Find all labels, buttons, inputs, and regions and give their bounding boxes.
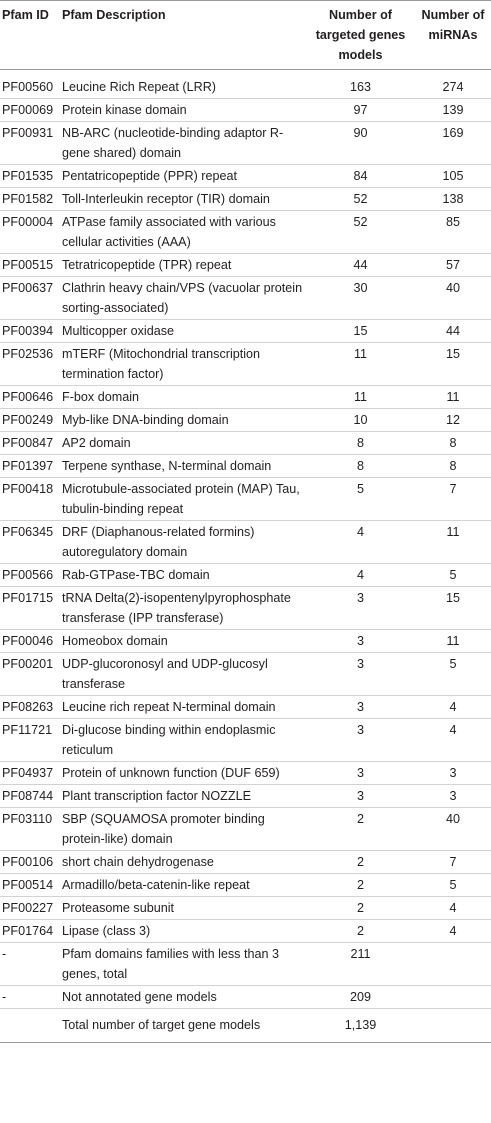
targeted-genes-cell: 4 [312, 521, 409, 564]
pfam-id-cell: PF04937 [0, 762, 62, 785]
pfam-id-cell: - [0, 943, 62, 986]
pfam-id-cell: PF00931 [0, 122, 62, 165]
pfam-description-cell: Terpene synthase, N-terminal domain [62, 455, 312, 478]
total-label: Total number of target gene models [62, 1009, 312, 1043]
mirna-count-cell: 5 [409, 874, 491, 897]
targeted-genes-cell: 3 [312, 696, 409, 719]
mirna-count-cell: 8 [409, 455, 491, 478]
pfam-id-cell: PF00847 [0, 432, 62, 455]
table-row [0, 455, 491, 478]
total-id-cell [0, 1009, 62, 1043]
pfam-description-cell: Not annotated gene models [62, 986, 312, 1009]
table-row [0, 165, 491, 188]
pfam-id-cell: PF03110 [0, 808, 62, 851]
pfam-id-cell: PF00201 [0, 653, 62, 696]
pfam-id-cell: PF01715 [0, 587, 62, 630]
pfam-description-cell: Proteasome subunit [62, 897, 312, 920]
targeted-genes-cell: 2 [312, 920, 409, 943]
table-row [0, 122, 491, 165]
pfam-id-cell: PF00560 [0, 70, 62, 99]
pfam-description-cell: mTERF (Mitochondrial transcription termination factor) [62, 343, 312, 386]
mirna-count-cell: 4 [409, 920, 491, 943]
table-row [0, 696, 491, 719]
mirna-count-cell: 11 [409, 630, 491, 653]
pfam-description-cell: NB-ARC (nucleotide-binding adaptor R-gene shared) domain [62, 122, 312, 165]
targeted-genes-cell: 3 [312, 785, 409, 808]
mirna-count-cell: 5 [409, 653, 491, 696]
mirna-count-cell: 3 [409, 762, 491, 785]
mirna-count-cell: 138 [409, 188, 491, 211]
mirna-count-cell: 11 [409, 521, 491, 564]
targeted-genes-cell: 163 [312, 70, 409, 99]
table-row [0, 386, 491, 409]
pfam-description-cell: Pentatricopeptide (PPR) repeat [62, 165, 312, 188]
pfam-id-cell: PF00249 [0, 409, 62, 432]
mirna-count-cell: 139 [409, 99, 491, 122]
pfam-description-cell: tRNA Delta(2)-isopentenylpyrophosphate transferase (IPP transferase) [62, 587, 312, 630]
pfam-description-cell: Homeobox domain [62, 630, 312, 653]
pfam-description-cell: AP2 domain [62, 432, 312, 455]
mirna-count-cell: 15 [409, 343, 491, 386]
targeted-genes-cell: 2 [312, 897, 409, 920]
table-row [0, 254, 491, 277]
pfam-id-cell: PF11721 [0, 719, 62, 762]
targeted-genes-cell: 2 [312, 874, 409, 897]
pfam-id-cell: PF01535 [0, 165, 62, 188]
mirna-count-cell: 40 [409, 808, 491, 851]
pfam-id-cell: PF00106 [0, 851, 62, 874]
targeted-genes-cell: 5 [312, 478, 409, 521]
table-row [0, 188, 491, 211]
mirna-count-cell: 85 [409, 211, 491, 254]
mirna-count-cell: 4 [409, 696, 491, 719]
targeted-genes-cell: 90 [312, 122, 409, 165]
header-pfam-id: Pfam ID [0, 1, 62, 70]
table-row [0, 70, 491, 99]
table-footer [0, 1009, 491, 1043]
pfam-id-cell: PF08263 [0, 696, 62, 719]
targeted-genes-cell: 8 [312, 432, 409, 455]
table-row [0, 211, 491, 254]
pfam-id-cell: PF02536 [0, 343, 62, 386]
pfam-id-cell: PF00566 [0, 564, 62, 587]
mirna-count-cell: 7 [409, 851, 491, 874]
total-genes-value: 1,139 [312, 1009, 409, 1043]
pfam-description-cell: Di-glucose binding within endoplasmic reticulum [62, 719, 312, 762]
mirna-count-cell: 105 [409, 165, 491, 188]
pfam-id-cell: PF08744 [0, 785, 62, 808]
mirna-count-cell: 12 [409, 409, 491, 432]
header-row [0, 1, 491, 70]
pfam-description-cell: Armadillo/beta-catenin-like repeat [62, 874, 312, 897]
pfam-description-cell: F-box domain [62, 386, 312, 409]
table-row [0, 630, 491, 653]
table-row [0, 986, 491, 1009]
pfam-id-cell: PF00637 [0, 277, 62, 320]
table-row [0, 897, 491, 920]
targeted-genes-cell: 3 [312, 719, 409, 762]
pfam-description-cell: Myb-like DNA-binding domain [62, 409, 312, 432]
table-row [0, 409, 491, 432]
pfam-description-cell: Lipase (class 3) [62, 920, 312, 943]
pfam-description-cell: Leucine Rich Repeat (LRR) [62, 70, 312, 99]
table-row [0, 653, 491, 696]
pfam-description-cell: Protein kinase domain [62, 99, 312, 122]
mirna-count-cell [409, 943, 491, 986]
pfam-id-cell: PF00004 [0, 211, 62, 254]
total-mirna-cell [409, 1009, 491, 1043]
table-row [0, 587, 491, 630]
mirna-count-cell: 274 [409, 70, 491, 99]
targeted-genes-cell: 11 [312, 343, 409, 386]
pfam-description-cell: Plant transcription factor NOZZLE [62, 785, 312, 808]
header-mirnas: Number of miRNAs [409, 1, 491, 70]
table-row [0, 920, 491, 943]
table-row [0, 478, 491, 521]
mirna-count-cell: 3 [409, 785, 491, 808]
table-row [0, 99, 491, 122]
pfam-description-cell: UDP-glucoronosyl and UDP-glucosyl transferase [62, 653, 312, 696]
targeted-genes-cell: 4 [312, 564, 409, 587]
pfam-id-cell: PF01582 [0, 188, 62, 211]
table-header [0, 1, 491, 70]
table-row [0, 943, 491, 986]
mirna-count-cell: 40 [409, 277, 491, 320]
targeted-genes-cell: 10 [312, 409, 409, 432]
pfam-description-cell: Pfam domains families with less than 3 genes, total [62, 943, 312, 986]
pfam-description-cell: Protein of unknown function (DUF 659) [62, 762, 312, 785]
mirna-count-cell [409, 986, 491, 1009]
targeted-genes-cell: 44 [312, 254, 409, 277]
table-row [0, 719, 491, 762]
pfam-description-cell: short chain dehydrogenase [62, 851, 312, 874]
mirna-count-cell: 11 [409, 386, 491, 409]
pfam-id-cell: PF00046 [0, 630, 62, 653]
table-row [0, 343, 491, 386]
targeted-genes-cell: 52 [312, 188, 409, 211]
pfam-description-cell: DRF (Diaphanous-related formins) autoregulatory domain [62, 521, 312, 564]
targeted-genes-cell: 15 [312, 320, 409, 343]
table-row [0, 564, 491, 587]
table-row [0, 851, 491, 874]
pfam-id-cell: PF00514 [0, 874, 62, 897]
pfam-description-cell: Multicopper oxidase [62, 320, 312, 343]
table-row [0, 785, 491, 808]
total-row [0, 1009, 491, 1043]
mirna-count-cell: 44 [409, 320, 491, 343]
pfam-description-cell: Toll-Interleukin receptor (TIR) domain [62, 188, 312, 211]
targeted-genes-cell: 2 [312, 851, 409, 874]
table-row [0, 874, 491, 897]
table-row [0, 521, 491, 564]
mirna-count-cell: 4 [409, 719, 491, 762]
pfam-id-cell: PF00418 [0, 478, 62, 521]
mirna-count-cell: 5 [409, 564, 491, 587]
targeted-genes-cell: 3 [312, 762, 409, 785]
targeted-genes-cell: 52 [312, 211, 409, 254]
targeted-genes-cell: 211 [312, 943, 409, 986]
targeted-genes-cell: 11 [312, 386, 409, 409]
targeted-genes-cell: 209 [312, 986, 409, 1009]
pfam-id-cell: PF00515 [0, 254, 62, 277]
mirna-count-cell: 57 [409, 254, 491, 277]
pfam-id-cell: PF01397 [0, 455, 62, 478]
mirna-count-cell: 7 [409, 478, 491, 521]
pfam-id-cell: - [0, 986, 62, 1009]
mirna-count-cell: 15 [409, 587, 491, 630]
targeted-genes-cell: 30 [312, 277, 409, 320]
table-row [0, 277, 491, 320]
table-row [0, 808, 491, 851]
targeted-genes-cell: 3 [312, 587, 409, 630]
pfam-description-cell: Microtubule-associated protein (MAP) Tau, tubulin-binding repeat [62, 478, 312, 521]
pfam-id-cell: PF00227 [0, 897, 62, 920]
pfam-description-cell: Clathrin heavy chain/VPS (vacuolar protein sorting-associated) [62, 277, 312, 320]
pfam-id-cell: PF06345 [0, 521, 62, 564]
pfam-description-cell: Leucine rich repeat N-terminal domain [62, 696, 312, 719]
pfam-id-cell: PF00394 [0, 320, 62, 343]
table-row [0, 320, 491, 343]
targeted-genes-cell: 2 [312, 808, 409, 851]
mirna-count-cell: 4 [409, 897, 491, 920]
pfam-id-cell: PF00069 [0, 99, 62, 122]
header-targeted-genes: Number of targeted genes models [312, 1, 409, 70]
pfam-description-cell: Rab-GTPase-TBC domain [62, 564, 312, 587]
mirna-count-cell: 8 [409, 432, 491, 455]
pfam-description-cell: Tetratricopeptide (TPR) repeat [62, 254, 312, 277]
targeted-genes-cell: 3 [312, 630, 409, 653]
targeted-genes-cell: 3 [312, 653, 409, 696]
pfam-id-cell: PF01764 [0, 920, 62, 943]
pfam-description-cell: SBP (SQUAMOSA promoter binding protein-like) domain [62, 808, 312, 851]
mirna-count-cell: 169 [409, 122, 491, 165]
pfam-id-cell: PF00646 [0, 386, 62, 409]
targeted-genes-cell: 97 [312, 99, 409, 122]
header-pfam-description: Pfam Description [62, 1, 312, 70]
pfam-description-cell: ATPase family associated with various cellular activities (AAA) [62, 211, 312, 254]
table-row [0, 762, 491, 785]
table-row [0, 432, 491, 455]
targeted-genes-cell: 8 [312, 455, 409, 478]
table-body [0, 70, 491, 1009]
targeted-genes-cell: 84 [312, 165, 409, 188]
